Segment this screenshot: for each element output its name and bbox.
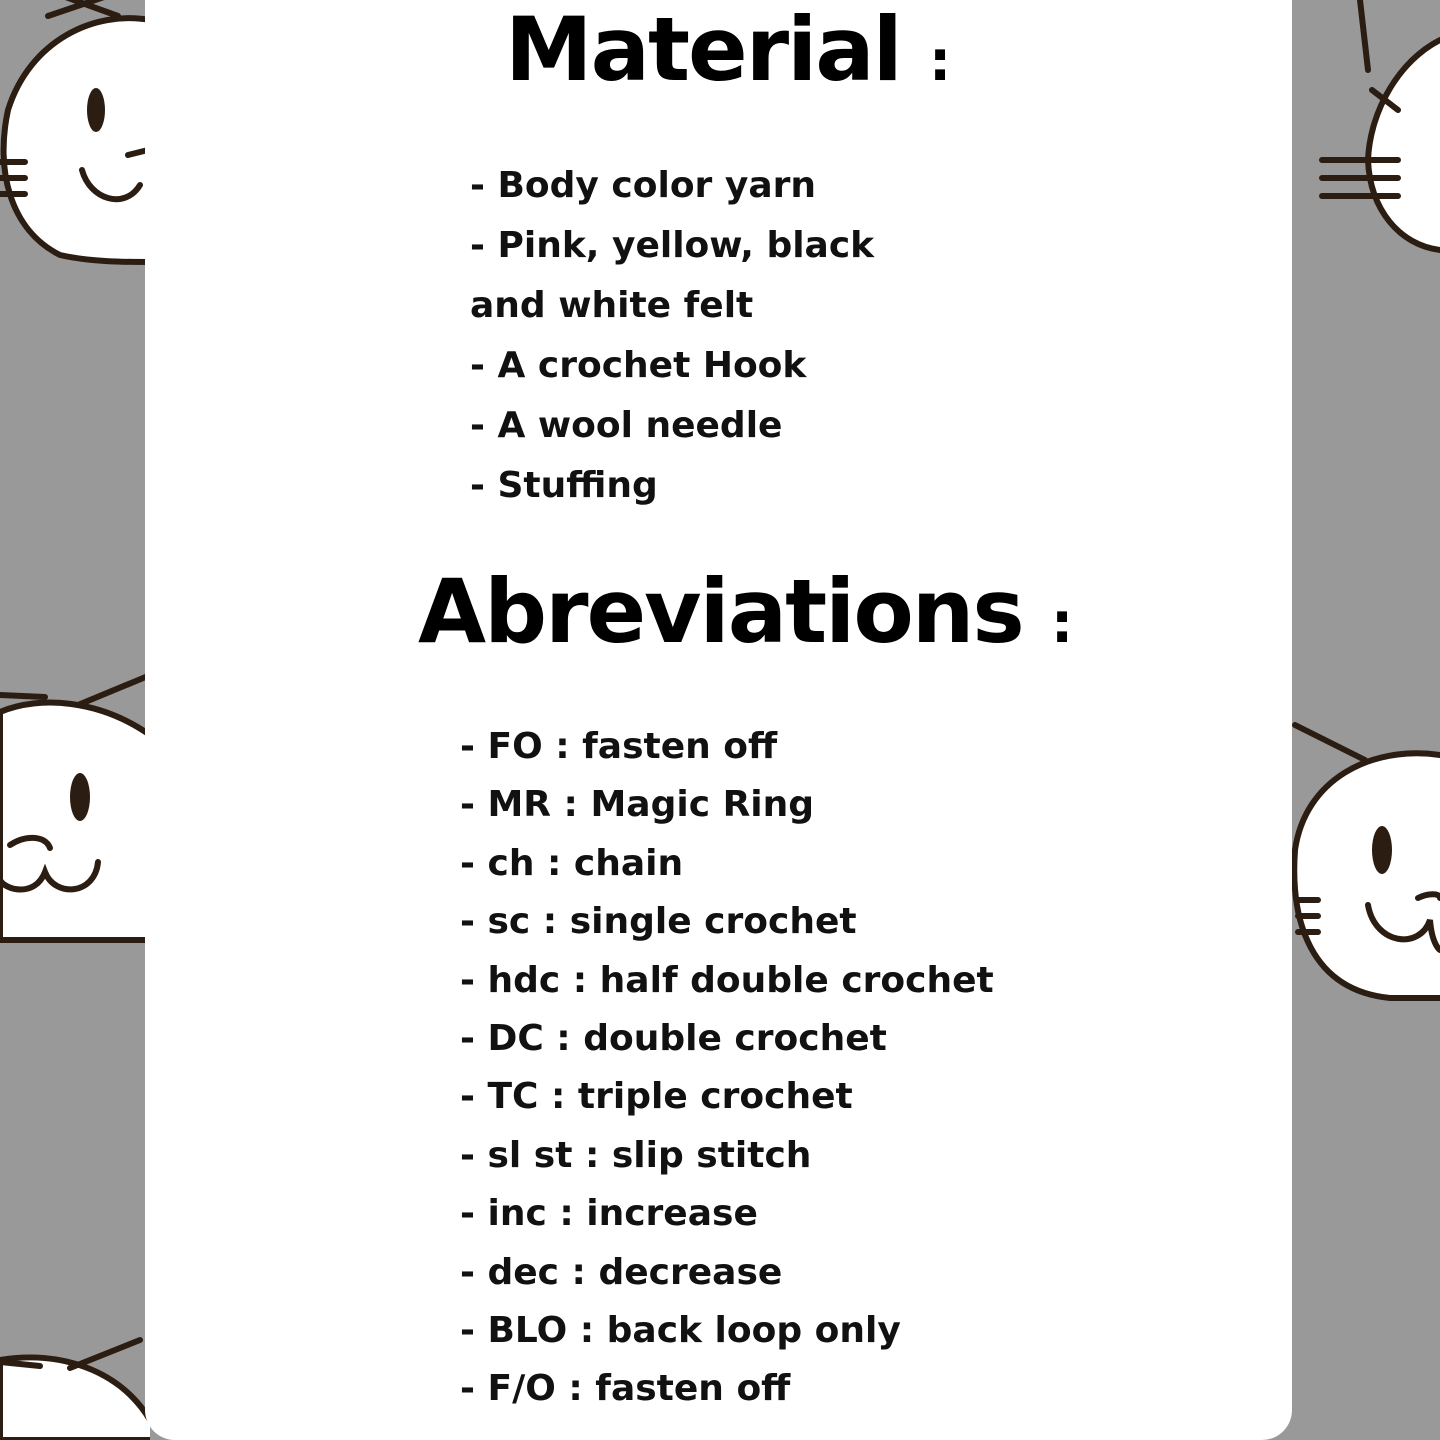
material-heading <box>505 0 951 101</box>
abbreviation-item: - sc : single crochet <box>460 901 857 943</box>
abbreviation-item: - hdc : half double crochet <box>460 959 994 1001</box>
left-cat-pattern-graphic <box>0 0 150 1440</box>
abbreviation-item: - DC : double crochet <box>460 1018 887 1060</box>
abbreviation-item: - TC : triple crochet <box>460 1076 853 1118</box>
material-heading-text: Material <box>505 0 901 101</box>
cat-face-icon <box>0 676 150 940</box>
cat-face-icon <box>0 0 150 262</box>
right-cat-pattern <box>1290 0 1440 1440</box>
abbreviation-item: - ch : chain <box>460 842 684 884</box>
abbreviation-item: - MR : Magic Ring <box>460 784 815 826</box>
material-item: - Body color yarn <box>470 165 816 206</box>
abbreviation-item: - inc : increase <box>460 1193 758 1235</box>
material-heading-colon: : <box>928 29 952 94</box>
abbreviations-heading <box>418 560 1073 663</box>
material-item: and white felt <box>470 285 754 326</box>
cat-face-icon <box>1294 725 1440 998</box>
left-cat-pattern <box>0 0 150 1440</box>
cat-face-icon <box>0 1340 150 1440</box>
abbreviation-item: - FO : fasten off <box>460 726 778 767</box>
material-item: - A crochet Hook <box>470 345 807 386</box>
abbreviations-list <box>460 718 994 1419</box>
abbreviation-item: - BLO : back loop only <box>460 1310 901 1352</box>
abbreviations-heading-text: Abreviations <box>418 560 1023 663</box>
abbreviation-item: - sl st : slip stitch <box>460 1134 812 1176</box>
material-list <box>470 156 874 516</box>
abbreviation-item: - F/O : fasten off <box>460 1368 791 1410</box>
abbreviations-heading-colon: : <box>1050 591 1074 656</box>
abbreviation-item: - dec : decrease <box>460 1251 783 1293</box>
material-item: - Stuffing <box>470 465 658 506</box>
cat-face-icon <box>1322 0 1440 250</box>
material-item: - Pink, yellow, black <box>470 225 875 266</box>
right-cat-pattern-graphic <box>1290 0 1440 1440</box>
material-item: - A wool needle <box>470 405 783 446</box>
